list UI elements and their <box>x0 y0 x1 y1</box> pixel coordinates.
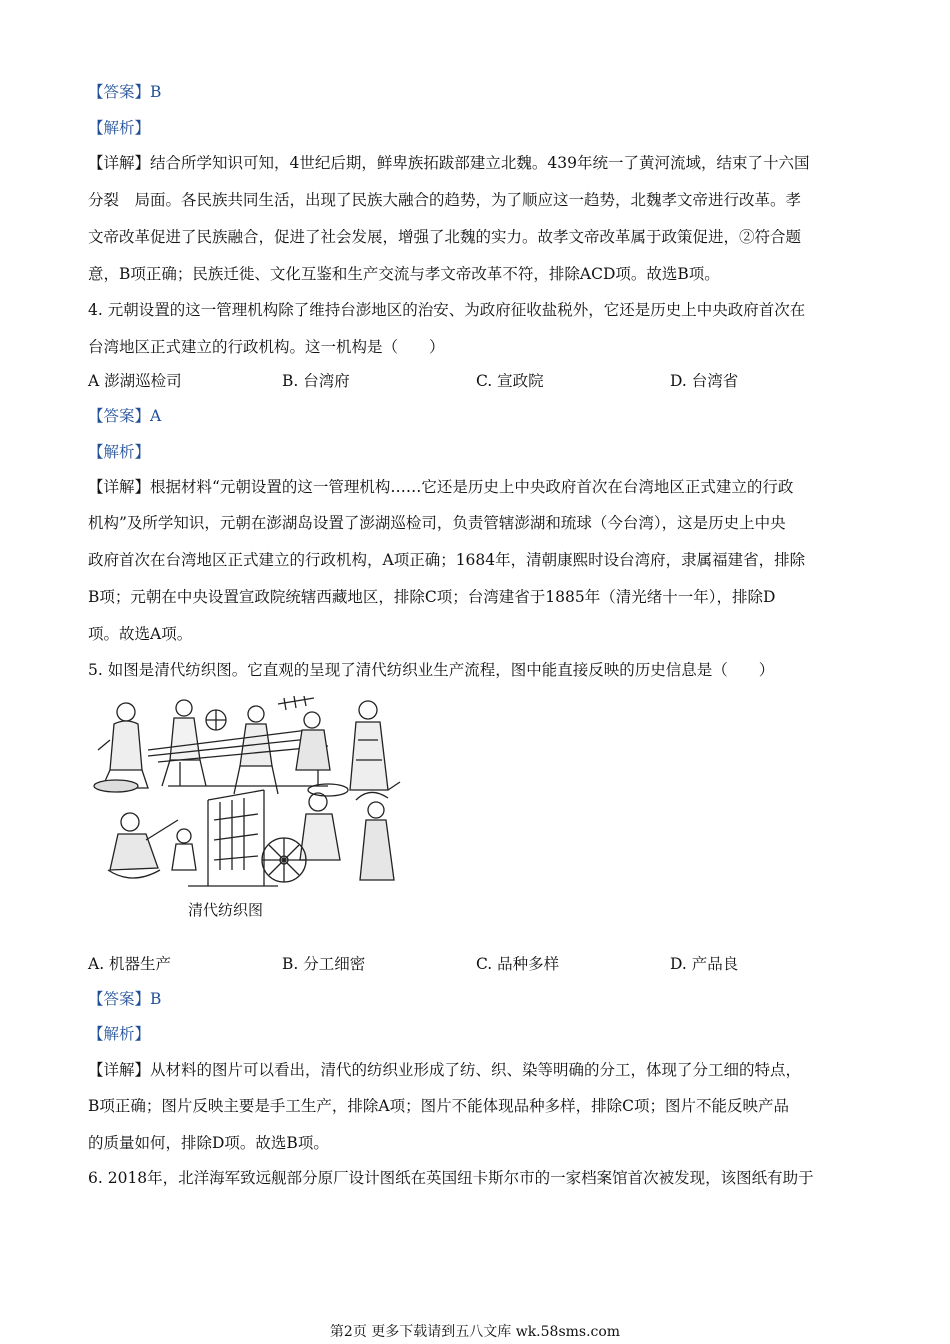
paragraph-line: B项正确；图片反映主要是手工生产，排除A项；图片不能体现品种多样，排除C项；图片不能反映产品 <box>88 1097 789 1115</box>
analysis-label: 【解析】 <box>88 119 151 137</box>
q5-option-c: C. 品种多样 <box>476 955 560 973</box>
figure-loom-worker-center <box>234 706 278 794</box>
paragraph-line: 【详解】结合所学知识可知，4世纪后期，鲜卑族拓跋部建立北魏。439年统一了黄河流域，结束了十六国 <box>88 154 810 172</box>
paragraph-line: 意，B项正确；民族迁徙、文化互鉴和生产交流与孝文帝改革不符，排除ACD项。故选B项。 <box>88 265 720 283</box>
paragraph-line: 机构”及所学知识，元朝在澎湖岛设置了澎湖巡检司，负责管辖澎湖和琉球（今台湾），这是历史上中央 <box>88 514 786 532</box>
question-4-line: 4. 元朝设置的这一管理机构除了维持台澎地区的治安、为政府征收盐税外，它还是历史上中央政府首次在 <box>88 301 806 319</box>
paragraph-line: 文帝改革促进了民族融合，促进了社会发展，增强了北魏的实力。故孝文帝改革属于政策促进，②符合题 <box>88 228 802 246</box>
question-6-line: 6. 2018年，北洋海军致远舰部分原厂设计图纸在英国纽卡斯尔市的一家档案馆首次被发现，该图纸有助于 <box>88 1169 814 1187</box>
analysis-label: 【解析】 <box>88 443 151 461</box>
paragraph-line: 政府首次在台湾地区正式建立的行政机构，A项正确；1684年，清朝康熙时设台湾府，隶属福建省，排除 <box>88 551 806 569</box>
figure-carrier-right <box>356 782 400 880</box>
textile-illustration <box>88 690 410 922</box>
figure-child <box>172 829 196 870</box>
q4-option-d: D. 台湾省 <box>670 372 739 390</box>
analysis-label: 【解析】 <box>88 1025 151 1043</box>
paragraph-line: 【详解】从材料的图片可以看出，清代的纺织业形成了纺、织、染等明确的分工，体现了分工细的特点， <box>88 1061 802 1079</box>
q4-option-a: A 澎湖巡检司 <box>88 372 182 390</box>
figure-spinner-bottom-left <box>108 813 178 878</box>
textile-drawing <box>88 690 410 922</box>
paragraph-line: B项；元朝在中央设置宣政院统辖西藏地区，排除C项；台湾建省于1885年（清光绪十一年），排除D <box>88 588 776 606</box>
answer-label: 【答案】A <box>88 407 162 425</box>
paragraph-line: 项。故选A项。 <box>88 625 193 643</box>
q5-option-a: A. 机器生产 <box>88 955 172 973</box>
spinning-wheel <box>262 838 306 882</box>
q5-option-d: D. 产品良 <box>670 955 739 973</box>
q5-option-b: B. 分工细密 <box>282 955 366 973</box>
figure-reeler <box>162 700 226 786</box>
figure-spinner-left <box>94 703 148 792</box>
q4-option-b: B. 台湾府 <box>282 372 350 390</box>
q4-option-c: C. 宣政院 <box>476 372 544 390</box>
figure-seated-right <box>296 712 348 796</box>
question-4-line: 台湾地区正式建立的行政机构。这一机构是（ ） <box>88 338 445 356</box>
figure-standing-right <box>350 701 388 790</box>
figure-caption: 清代纺织图 <box>188 901 264 919</box>
paragraph-line: 分裂 局面。各民族共同生活，出现了民族大融合的趋势，为了顺应这一趋势，北魏孝文帝进行改革。孝 <box>88 191 802 209</box>
paragraph-line: 【详解】根据材料“元朝设置的这一管理机构……它还是历史上中央政府首次在台湾地区正式建立的行政 <box>88 478 794 496</box>
answer-label: 【答案】B <box>88 990 162 1008</box>
paragraph-line: 的质量如何，排除D项。故选B项。 <box>88 1134 329 1152</box>
figure-weaver-bottom <box>300 793 340 860</box>
answer-label: 【答案】B <box>88 83 162 101</box>
draw-loom <box>188 790 278 886</box>
question-5-line: 5. 如图是清代纺织图。它直观的呈现了清代纺织业生产流程，图中能直接反映的历史信息是（ ） <box>88 661 775 679</box>
page-footer: 第2页 更多下载请到五八文库 wk.58sms.com <box>329 1324 621 1340</box>
